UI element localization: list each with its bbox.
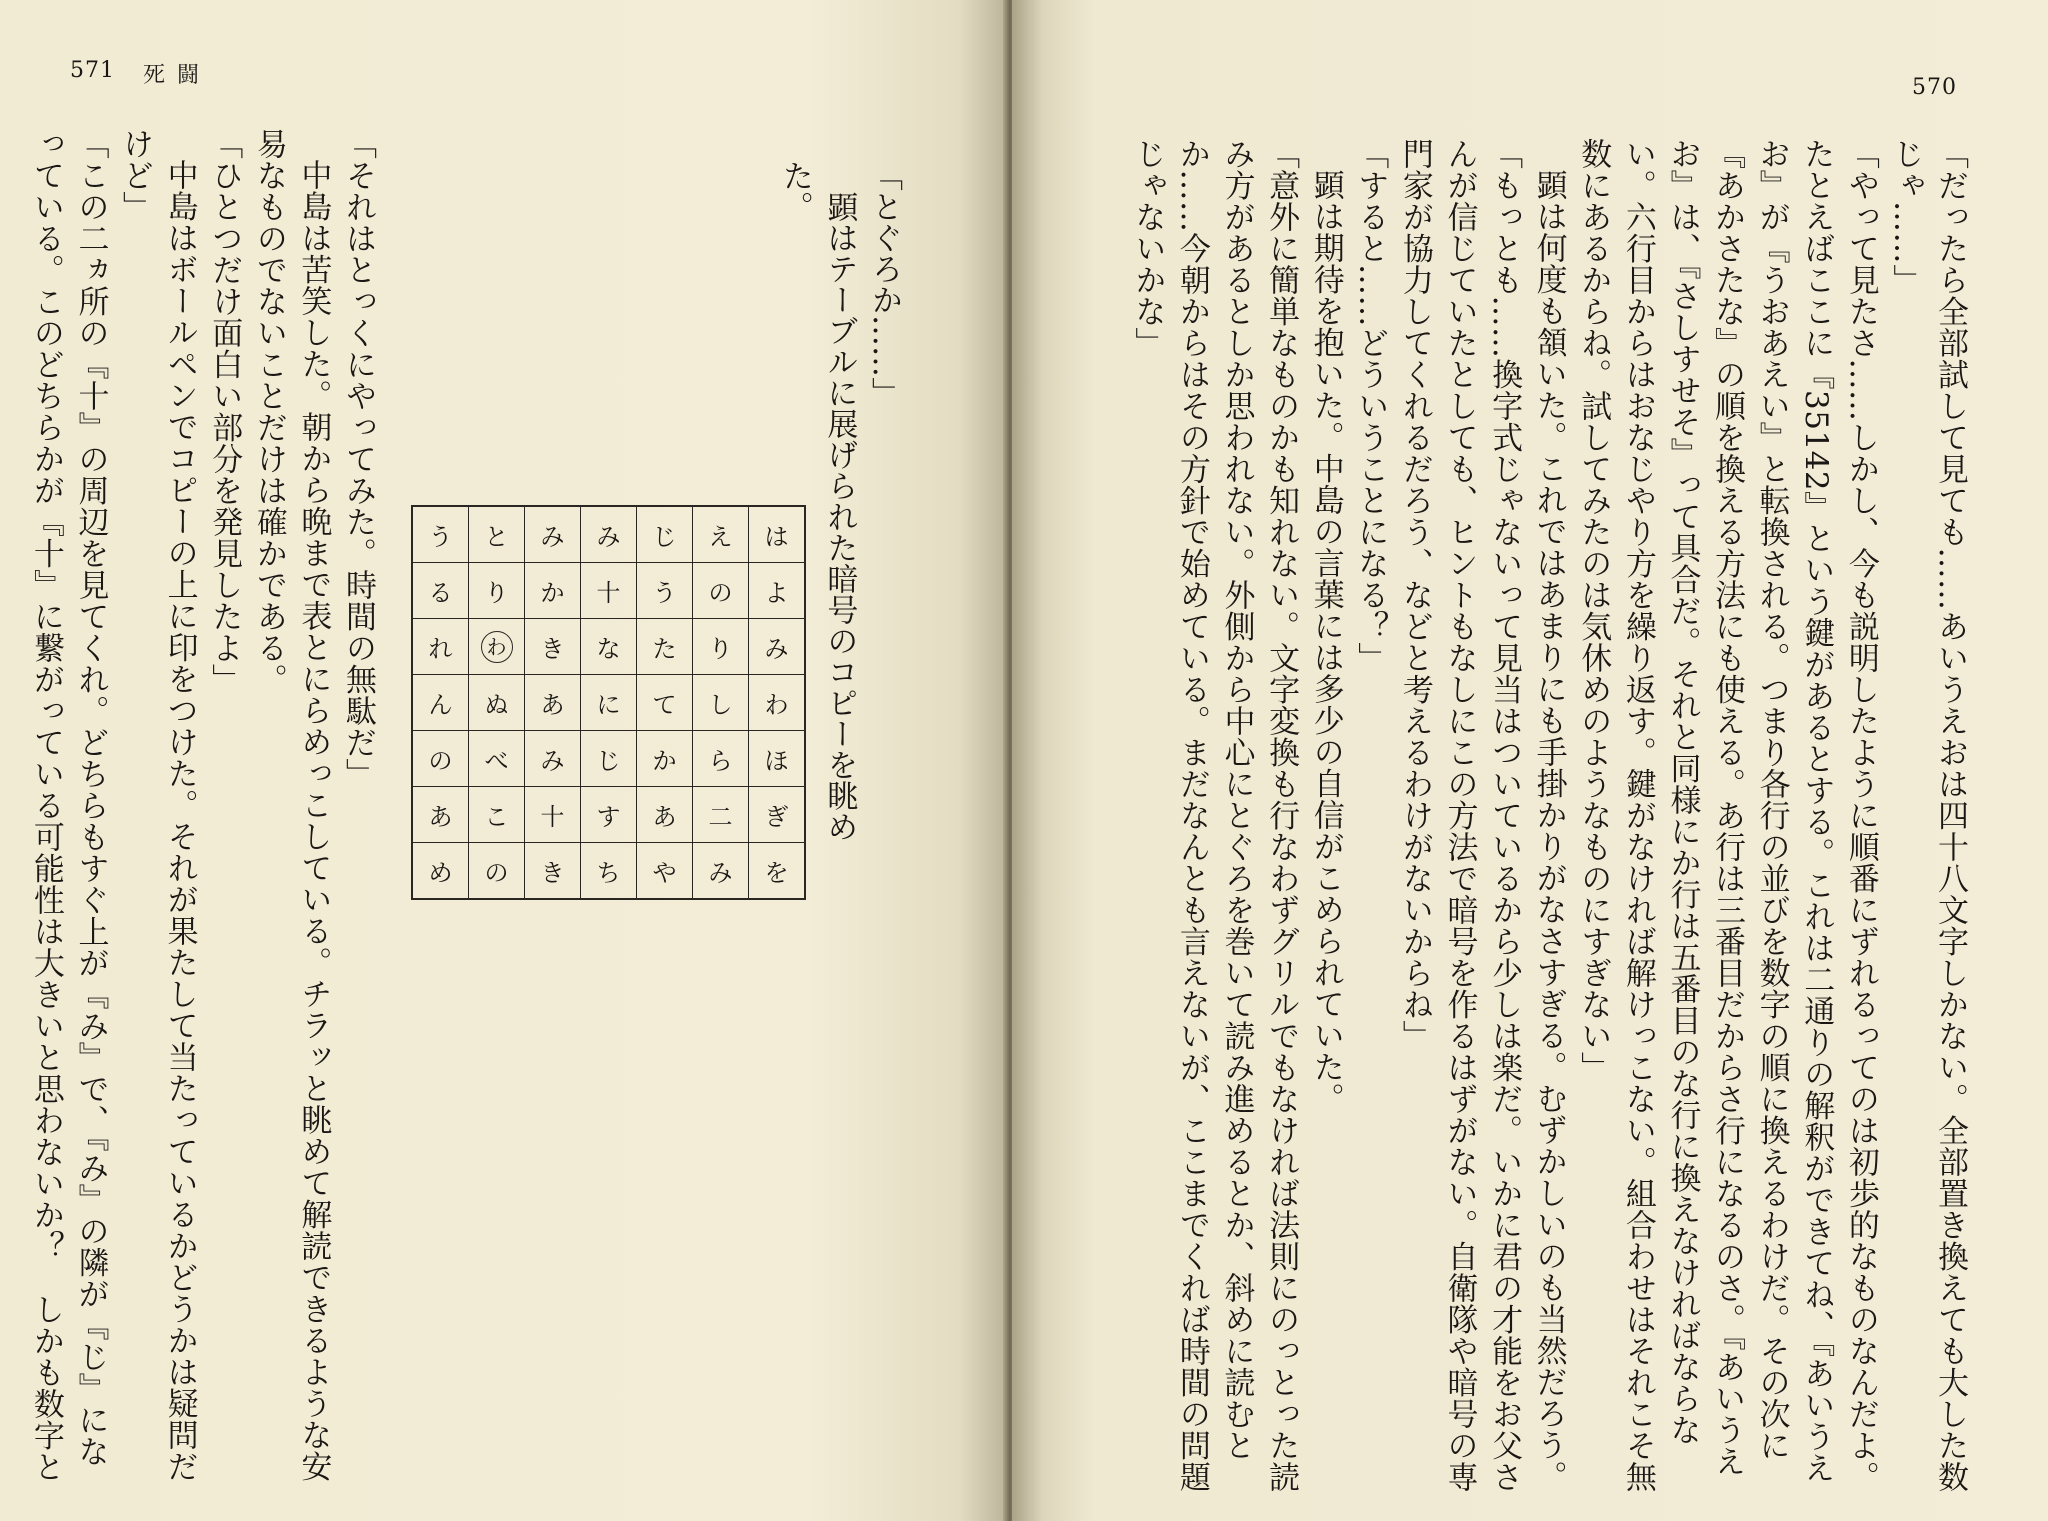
grid-cell: わ: [749, 675, 806, 731]
grid-cell: よ: [749, 563, 806, 619]
grid-cell: の: [412, 731, 469, 787]
grid-cell: じ: [581, 731, 637, 787]
grid-cell: き: [525, 843, 581, 900]
grid-cell: ぬ: [469, 675, 525, 731]
grid-cell: 十: [525, 787, 581, 843]
grid-cell: ぎ: [749, 787, 806, 843]
grid-cell: き: [525, 619, 581, 675]
grid-cell: を: [749, 843, 806, 900]
grid-cell: と: [469, 506, 525, 563]
grid-cell: な: [581, 619, 637, 675]
paragraph: 顕は期待を抱いた。中島の言葉には多少の自信がこめられていた。: [1307, 169, 1344, 1114]
grid-cell: り: [693, 619, 749, 675]
right-body-text: [1092, 138, 1972, 1498]
running-head: 死闘: [143, 63, 212, 88]
grid-cell: う: [637, 563, 693, 619]
grid-cell: 十: [581, 563, 637, 619]
page-number-right: 570: [1912, 75, 1957, 100]
grid-cell: あ: [525, 675, 581, 731]
paragraph: 「もっとも……換字式じゃないって見当はついているから少しは楽だ。いかに君の才能をお父さんが信じていたとしても、ヒントもなしにこの方法で暗号を作るはずがない。自衛隊や暗号の専門家が協力してくれるだろう、などと考えるわけがないからね」: [1396, 138, 1523, 1493]
grid-cell: み: [581, 506, 637, 563]
caption-line-1: 「とぐろか……」: [866, 160, 902, 408]
grid-cell: み: [749, 619, 806, 675]
right-page: [1012, 0, 2048, 1521]
grid-cell: う: [412, 506, 469, 563]
paragraph: 「意外に簡単なものかも知れない。文字変換も行なわずグリルでもなければ法則にのっとった読み方があるとしか思われない。外側から中心にとぐろを巻いて読み進めるとか、斜めに読むとか……今朝からはその方針で始めている。まだなんとも言えないが、ここまでくれば時間の問題じゃないかな」: [1129, 138, 1300, 1493]
grid-cell: べ: [469, 731, 525, 787]
grid-cell: み: [525, 506, 581, 563]
grid-cell: じ: [637, 506, 693, 563]
grid-row: [412, 787, 805, 843]
paragraph: 「それはとっくにやってみた。時間の無駄だ」: [340, 128, 376, 790]
grid-cell: こ: [469, 787, 525, 843]
grid-cell: み: [525, 731, 581, 787]
page-number-left: 571: [70, 58, 115, 83]
paragraph: 「すると……どういうことになる？」: [1352, 138, 1389, 674]
left-body-text: [27, 128, 380, 1488]
grid-row: [412, 506, 805, 563]
grid-cell: ち: [581, 843, 637, 900]
paragraph: 中島はボールペンでコピーの上に印をつけた。それが果たして当たっているかどうかは疑問だけど」: [117, 128, 198, 1482]
caption-line-2: 顕はテーブルに展げられた暗号のコピーを眺めた。: [776, 160, 858, 842]
grid-cell: か: [637, 731, 693, 787]
grid-cell: わ: [469, 619, 525, 675]
cipher-grid: [411, 505, 806, 900]
paragraph: 「だったら全部試して見ても……あいうえおは四十八文字しかない。全部置き換えても大した数じゃ……」: [1887, 138, 1968, 1493]
grid-cell: ら: [693, 731, 749, 787]
grid-row: [412, 563, 805, 619]
grid-cell: や: [637, 843, 693, 900]
grid-cell: た: [637, 619, 693, 675]
grid-cell: 二: [693, 787, 749, 843]
grid-cell: あ: [412, 787, 469, 843]
paragraph: 中島は苦笑した。朝から晩まで表とにらめっこしている。チラッと眺めて解読できるような安易なものでないことだけは確かである。: [250, 128, 332, 1482]
grid-cell: り: [469, 563, 525, 619]
grid-row: [412, 675, 805, 731]
grid-row: [412, 843, 805, 900]
grid-cell: す: [581, 787, 637, 843]
left-page: [0, 0, 1010, 1521]
paragraph: 「この二ヵ所の『十』の周辺を見てくれ。どちらもすぐ上が『み』で、『み』の隣が『じ』になっている。このどちらかが『十』に繋がっている可能性は大きいと思わないか？ しかも数字と: [27, 128, 109, 1483]
paragraph: 「やって見たさ……しかし、今も説明したように順番にずれるってのは初歩的なものなんだよ。たとえばここに『35142』という鍵があるとする。これは二通りの解釈ができてね、『あいうえお』が『うおあえい』と転換される。つまり各行の並びを数字の順に換えるわけだ。その次に『あかさたな』の順を換える方法にも使える。あ行は三番目だからさ行になるのさ。『あいうえお』は、『さしすせそ』って具合だ。それと同様にか行は五番目のな行に換えなければならない。六行目からはおなじやり方を繰り返す。鍵がなければ解けっこない。組合わせはそれこそ無数にあるからね。試してみたのは気休めのようなものにすぎない」: [1575, 138, 1879, 1493]
grid-caption: [776, 160, 906, 860]
grid-cell: ん: [412, 675, 469, 731]
grid-cell: え: [693, 506, 749, 563]
grid-cell: の: [693, 563, 749, 619]
paragraph: 「ひとつだけ面白い部分を発見したよ」: [206, 128, 243, 695]
grid-cell: に: [581, 675, 637, 731]
grid-cell: か: [525, 563, 581, 619]
grid-cell: ほ: [749, 731, 806, 787]
grid-cell: る: [412, 563, 469, 619]
grid-row: [412, 619, 805, 675]
grid-cell: あ: [637, 787, 693, 843]
grid-cell: み: [693, 843, 749, 900]
grid-cell: し: [693, 675, 749, 731]
grid-cell: て: [637, 675, 693, 731]
paragraph: 顕は何度も頷いた。これではあまりにも手掛かりがなさすぎる。むずかしいのも当然だろう。: [1530, 169, 1567, 1492]
grid-cell: れ: [412, 619, 469, 675]
grid-cell: は: [749, 506, 806, 563]
grid-cell: め: [412, 843, 469, 900]
grid-cell: の: [469, 843, 525, 900]
grid-row: [412, 731, 805, 787]
